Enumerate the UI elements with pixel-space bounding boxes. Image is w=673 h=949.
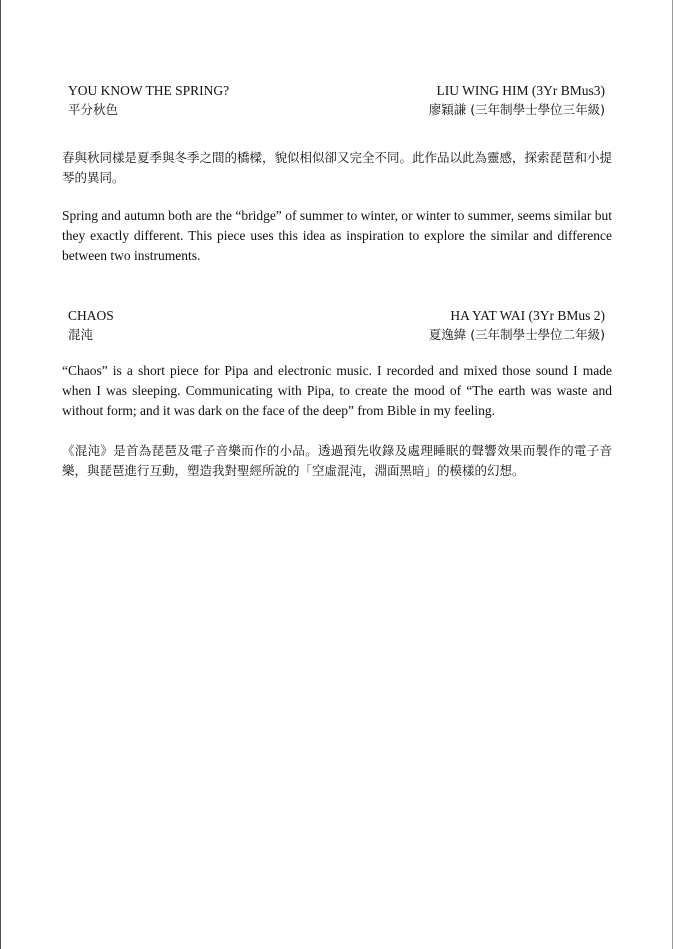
page-left-border — [0, 0, 1, 949]
composer-name-en: LIU WING HIM (3Yr BMus3) — [436, 83, 605, 98]
composer-name-zh: 夏逸緯 (三年制學士學位二年級) — [428, 327, 605, 342]
program-note-en: Spring and autumn both are the “bridge” of summer to winter, or winter to summer, seems similar but they exactly different. This piece uses this idea as inspiration to explore the similar and difference between two instruments. — [62, 208, 612, 263]
program-note-en: “Chaos” is a short piece for Pipa and electronic music. I recorded and mixed those sound I made when I was sleeping. Communicating with Pipa, to create the mood of “The earth was waste and without form; and it was dark on the face of the deep” from Bible in my feeling. — [62, 363, 612, 418]
composer-name-zh: 廖穎謙 (三年制學士學位三年級) — [428, 102, 605, 117]
piece-title-en: YOU KNOW THE SPRING? — [68, 83, 230, 98]
program-note-zh: 春與秋同樣是夏季與冬季之間的橋樑，貌似相似卻又完全不同。此作品以此為靈感，探索琵琶和小提琴的異同。 — [62, 150, 613, 185]
piece-you-know-the-spring — [62, 82, 612, 266]
piece-title-zh: 混沌 — [68, 327, 94, 342]
piece-header — [62, 82, 612, 122]
composer-name-en: HA YAT WAI (3Yr BMus 2) — [450, 308, 605, 323]
piece-title-zh: 平分秋色 — [68, 102, 119, 117]
piece-chaos — [62, 307, 612, 481]
program-note-zh: 《混沌》是首為琵琶及電子音樂而作的小品。透過預先收錄及處理睡眠的聲響效果而製作的電子音樂，與琵琶進行互動，塑造我對聖經所說的「空虛混沌，淵面黑暗」的模樣的幻想。 — [62, 443, 612, 478]
piece-header — [62, 307, 612, 347]
piece-title-en: CHAOS — [68, 308, 114, 323]
